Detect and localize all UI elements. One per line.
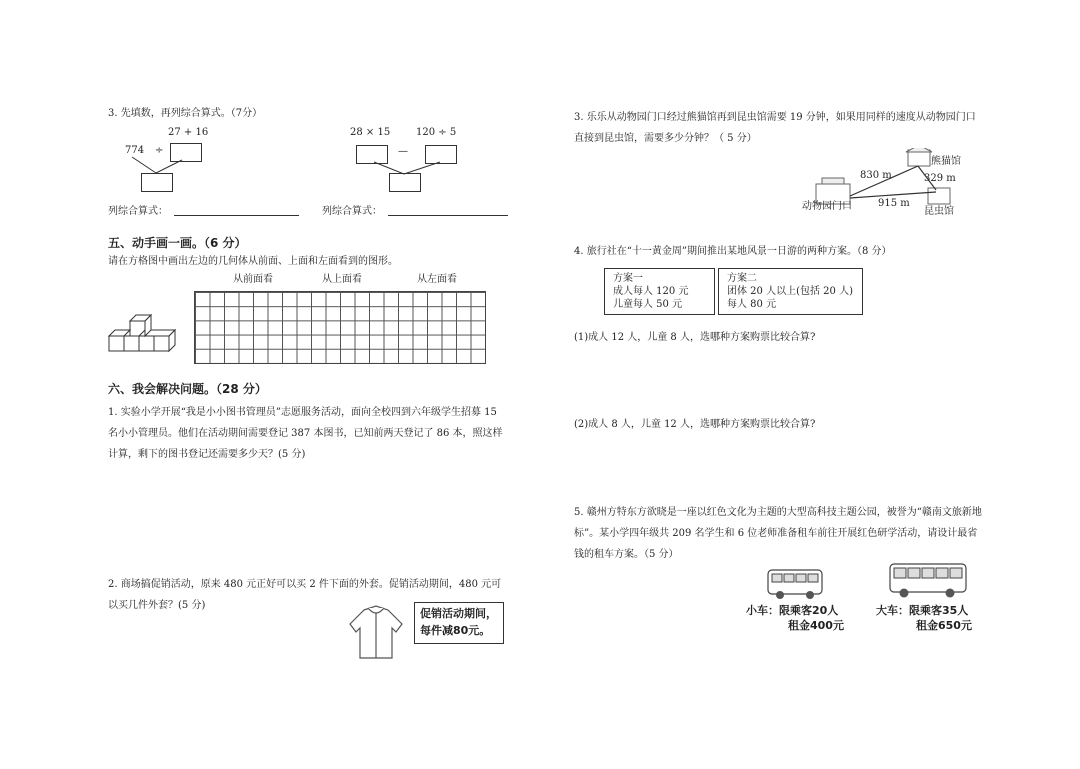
answer-line-2[interactable] <box>388 203 508 216</box>
plan-two-price: 每人 80 元 <box>727 299 777 310</box>
expr2-connector-lines <box>360 160 460 176</box>
expr1-operator: ÷ <box>155 145 164 156</box>
plan-one-adult: 成人每人 120 元 <box>613 286 689 297</box>
q3-title: 3. 先填数，再列综合算式。（7分） <box>108 108 263 119</box>
section6-q1: 1. 实验小学开展“我是小小图书管理员”志愿服务活动，面向全校四到六年级学生招募 15 名小小管理员。他们在活动期间需要登记 387 本图书，已知前两天登记了 86 本，照这样计算，剩下的图书登记还需要多少天？(5 分) <box>108 407 503 460</box>
big-bus-icon <box>888 560 970 600</box>
gate-label: 动物园门口 <box>802 201 852 212</box>
expr2-a: 28 × 15 <box>350 127 391 138</box>
expr2-b: 120 ÷ 5 <box>416 127 457 138</box>
section5-instruction: 请在方格图中画出左边的几何体从前面、上面和左面看到的图形。 <box>108 256 398 267</box>
dist-329: 329 m <box>924 173 956 184</box>
section6-heading: 六、我会解决问题。（28 分） <box>108 382 267 396</box>
dist-915: 915 m <box>878 198 910 209</box>
plan-two-box <box>718 268 863 315</box>
expr1-top: 27 + 16 <box>168 127 209 138</box>
right-q5-text: 5. 赣州方特东方欲晓是一座以红色文化为主题的大型高科技主题公园，被誉为“赣南文旅新地标”。某小学四年级共 209 名学生和 6 位老师准备租车前往开展红色研学活动，请设计最省钱的租车方案。（5 分） <box>574 507 982 560</box>
plan-one-title: 方案一 <box>613 273 643 284</box>
blank-box-2[interactable] <box>141 173 173 192</box>
cube-figure <box>106 306 186 358</box>
promo-line-1: 促销活动期间， <box>420 607 497 620</box>
small-bus-capacity: 小车：限乘客20人 <box>746 604 839 617</box>
plan-two-group: 团体 20 人以上(包括 20 人) <box>727 286 853 297</box>
jacket-illustration <box>346 604 408 662</box>
view-left-label: 从左面看 <box>417 274 457 285</box>
expr2-operator: — <box>398 146 408 157</box>
big-bus-price: 租金650元 <box>916 619 972 632</box>
section5-heading: 五、动手画一画。（6 分） <box>108 236 247 250</box>
answer-line-1[interactable] <box>174 203 299 216</box>
right-q4-text: 4. 旅行社在“十一黄金周”期间推出某地风景一日游的两种方案。（8 分） <box>574 246 892 257</box>
plan-two-title: 方案二 <box>727 273 757 284</box>
big-bus-capacity: 大车：限乘客35人 <box>876 604 969 617</box>
panda-label: 熊猫馆 <box>931 156 961 167</box>
view-front-label: 从前面看 <box>233 274 273 285</box>
drawing-grid[interactable] <box>194 291 486 364</box>
answer-label-2: 列综合算式： <box>322 206 382 217</box>
section6-q2: 2. 商场搞促销活动，原来 480 元正好可以买 2 件下面的外套。促销活动期间，480 元可以买几件外套？(5 分) <box>108 579 502 611</box>
expr1-connector-lines <box>120 155 210 175</box>
small-bus-price: 租金400元 <box>788 619 844 632</box>
view-top-label: 从上面看 <box>322 274 362 285</box>
dist-830: 830 m <box>860 170 892 181</box>
right-q4-sub2: (2)成人 8 人，儿童 12 人，选哪种方案购票比较合算? <box>574 419 816 430</box>
small-bus-icon <box>766 566 826 602</box>
expr1-number: 774 <box>125 145 145 156</box>
right-q4-sub1: (1)成人 12 人，儿童 8 人，选哪种方案购票比较合算? <box>574 332 816 343</box>
promo-line-2: 每件减80元。 <box>420 624 491 637</box>
plan-one-box <box>604 268 715 315</box>
insect-label: 昆虫馆 <box>924 206 954 217</box>
answer-label-1: 列综合算式： <box>108 206 168 217</box>
plan-one-child: 儿童每人 50 元 <box>613 299 683 310</box>
right-q3-text: 3. 乐乐从动物园门口经过熊猫馆再到昆虫馆需要 19 分钟，如果用同样的速度从动物园门口直接到昆虫馆，需要多少分钟？（ 5 分） <box>574 112 976 144</box>
